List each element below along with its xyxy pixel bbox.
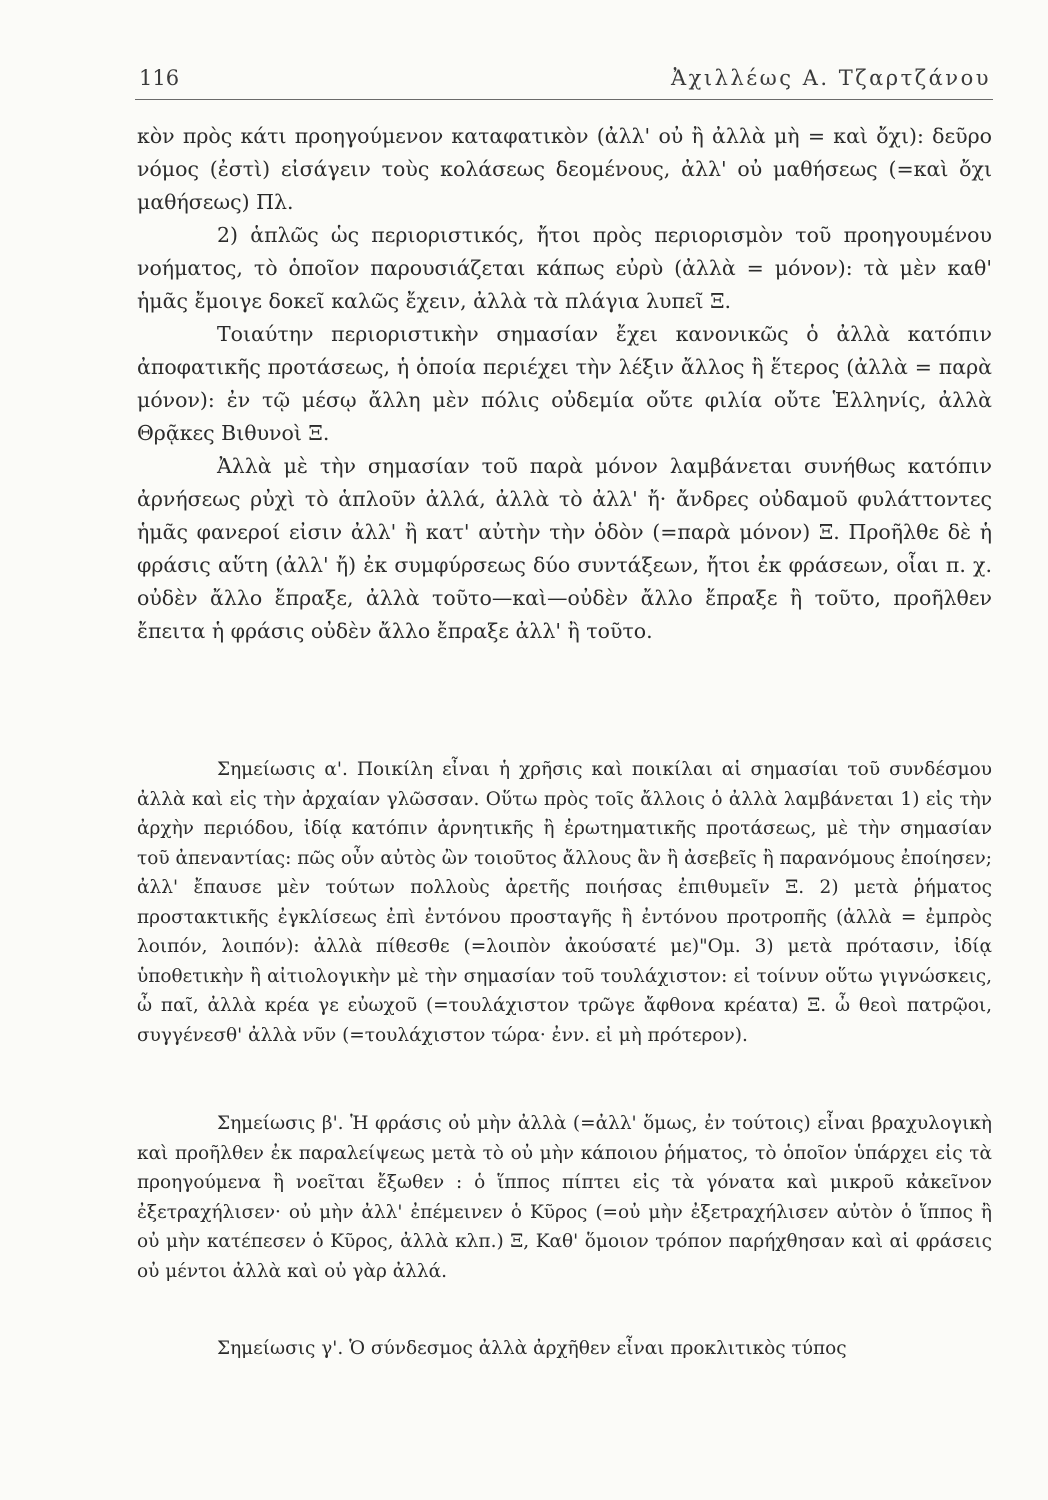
note-paragraph: Σημείωσις γ'. Ὁ σύνδεσμος ἀλλὰ ἀρχῆθεν εἶναι προκλιτικὸς τύπος — [217, 1338, 847, 1359]
note-paragraph: Σημείωσις β'. Ἡ φράσις οὐ μὴν ἀλλὰ (=ἀλλ' ὅμως, ἐν τούτοις) εἶναι βραχυλογικὴ καὶ προῆλθεν ἐκ παραλείψεως μετὰ τὸ οὐ μὴν κάποιου ῥήματος, τὸ ὁποῖον ὑπάρχει εἰς τὰ προηγούμενα ἢ νοεῖται ἔξωθεν : ὁ ἵππος πίπτει εἰς τὰ γόνατα καὶ μικροῦ κἀκεῖνον ἐξετραχήλισεν· οὐ μὴν ἀλλ' ἐπέμεινεν ὁ Κῦρος (=οὐ μὴν ἐξετραχήλισεν αὐτὸν ὁ ἵππος ἢ οὐ μὴν κατέπεσεν ὁ Κῦρος, ἀλλὰ κλπ.) Ξ, Καθ' ὅμοιον τρόπον παρήχθησαν καὶ αἱ φράσεις οὐ μέντοι ἀλλὰ καὶ οὐ γὰρ ἀλλά. — [137, 1113, 992, 1282]
paragraph: 2) ἁπλῶς ὡς περιοριστικός, ἤτοι πρὸς περιορισμὸν τοῦ προηγουμένου νοήματος, τὸ ὁποῖον παρουσιάζεται κάπως εὐρὺ (ἀλλὰ = μόνον): τὰ μὲν καθ' ἡμᾶς ἔμοιγε δοκεῖ καλῶς ἔχειν, ἀλλὰ τὰ πλάγια λυπεῖ Ξ. — [137, 223, 992, 313]
page-number: 116 — [139, 66, 180, 90]
paragraph: Ἀλλὰ μὲ τὴν σημασίαν τοῦ παρὰ μόνον λαμβάνεται συνήθως κατόπιν ἀρνήσεως ρὐχὶ τὸ ἁπλοῦν ἀλλά, ἀλλὰ τὸ ἀλλ' ἤ· ἄνδρες οὐδαμοῦ φυλάττοντες ἡμᾶς φανεροί εἰσιν ἀλλ' ἢ κατ' αὐτὴν τὴν ὁδὸν (=παρὰ μόνον) Ξ. Προῆλθε δὲ ἡ φράσις αὕτη (ἀλλ' ἤ) ἐκ συμφύρσεως δύο συντάξεων, ἤτοι ἐκ φράσεων, οἷαι π. χ. οὐδὲν ἄλλο ἔπραξε, ἀλλὰ τοῦτο—καὶ—οὐδὲν ἄλλο ἔπραξε ἢ τοῦτο, προῆλθεν ἔπειτα ἡ φράσις οὐδὲν ἄλλο ἔπραξε ἀλλ' ἢ τοῦτο. — [137, 454, 992, 643]
header-rule — [135, 99, 993, 100]
note-b — [137, 1109, 992, 1286]
main-text — [137, 120, 992, 648]
running-title: Ἀχιλλέως Α. Τζαρτζάνου — [671, 66, 991, 90]
page-header — [135, 66, 993, 96]
note-a — [137, 755, 992, 1050]
note-paragraph: Σημείωσις α'. Ποικίλη εἶναι ἡ χρῆσις καὶ ποικίλαι αἱ σημασίαι τοῦ συνδέσμου ἀλλὰ καὶ εἰς τὴν ἀρχαίαν γλῶσσαν. Οὕτω πρὸς τοῖς ἄλλοις ὁ ἀλλὰ λαμβάνεται 1) εἰς τὴν ἀρχὴν περιόδου, ἰδίᾳ κατόπιν ἀρνητικῆς ἢ ἐρωτηματικῆς προτάσεως, μὲ τὴν σημασίαν τοῦ ἀπεναντίας: πῶς οὖν αὐτὸς ὢν τοιοῦτος ἄλλους ἂν ἢ ἀσεβεῖς ἢ παρανόμους ἐποίησεν; ἀλλ' ἔπαυσε μὲν τούτων πολλοὺς ἀρετῆς ποιήσας ἐπιθυμεῖν Ξ. 2) μετὰ ῥήματος προστακτικῆς ἐγκλίσεως ἐπὶ ἐντόνου προσταγῆς ἢ ἐντόνου προτροπῆς (ἀλλὰ = ἐμπρὸς λοιπόν, λοιπόν): ἀλλὰ πίθεσθε (=λοιπὸν ἀκούσατέ με)"Ομ. 3) μετὰ πρότασιν, ἰδίᾳ ὑποθετικὴν ἢ αἰτιολογικὴν μὲ τὴν σημασίαν τοῦ τουλάχιστον: εἰ τοίνυν οὕτω γιγνώσκεις, ὦ παῖ, ἀλλὰ κρέα γε εὐωχοῦ (=τουλάχιστον τρῶγε ἄφθονα κρέατα) Ξ. ὦ θεοὶ πατρῷοι, συγγένεσθ' ἀλλὰ νῦν (=τουλάχιστον τώρα· ἐνν. εἰ μὴ πρότερον). — [137, 759, 992, 1046]
paragraph: Τοιαύτην περιοριστικὴν σημασίαν ἔχει κανονικῶς ὁ ἀλλὰ κατόπιν ἀποφατικῆς προτάσεως, ἡ ὁποία περιέχει τὴν λέξιν ἄλλος ἢ ἕτερος (ἀλλὰ = παρὰ μόνον): ἐν τῷ μέσῳ ἄλλη μὲν πόλις οὐδεμία οὔτε φιλία οὔτε Ἑλληνίς, ἀλλὰ Θρᾷκες Βιθυνοὶ Ξ. — [137, 322, 992, 445]
paragraph: κὸν πρὸς κάτι προηγούμενον καταφατικὸν (ἀλλ' οὐ ἢ ἀλλὰ μὴ = καὶ ὄχι): δεῦρο νόμος (ἐστὶ) εἰσάγειν τοὺς κολάσεως δεομένους, ἀλλ' οὐ μαθήσεως (=καὶ ὄχι μαθήσεως) Πλ. — [137, 124, 992, 214]
note-c — [137, 1334, 992, 1364]
